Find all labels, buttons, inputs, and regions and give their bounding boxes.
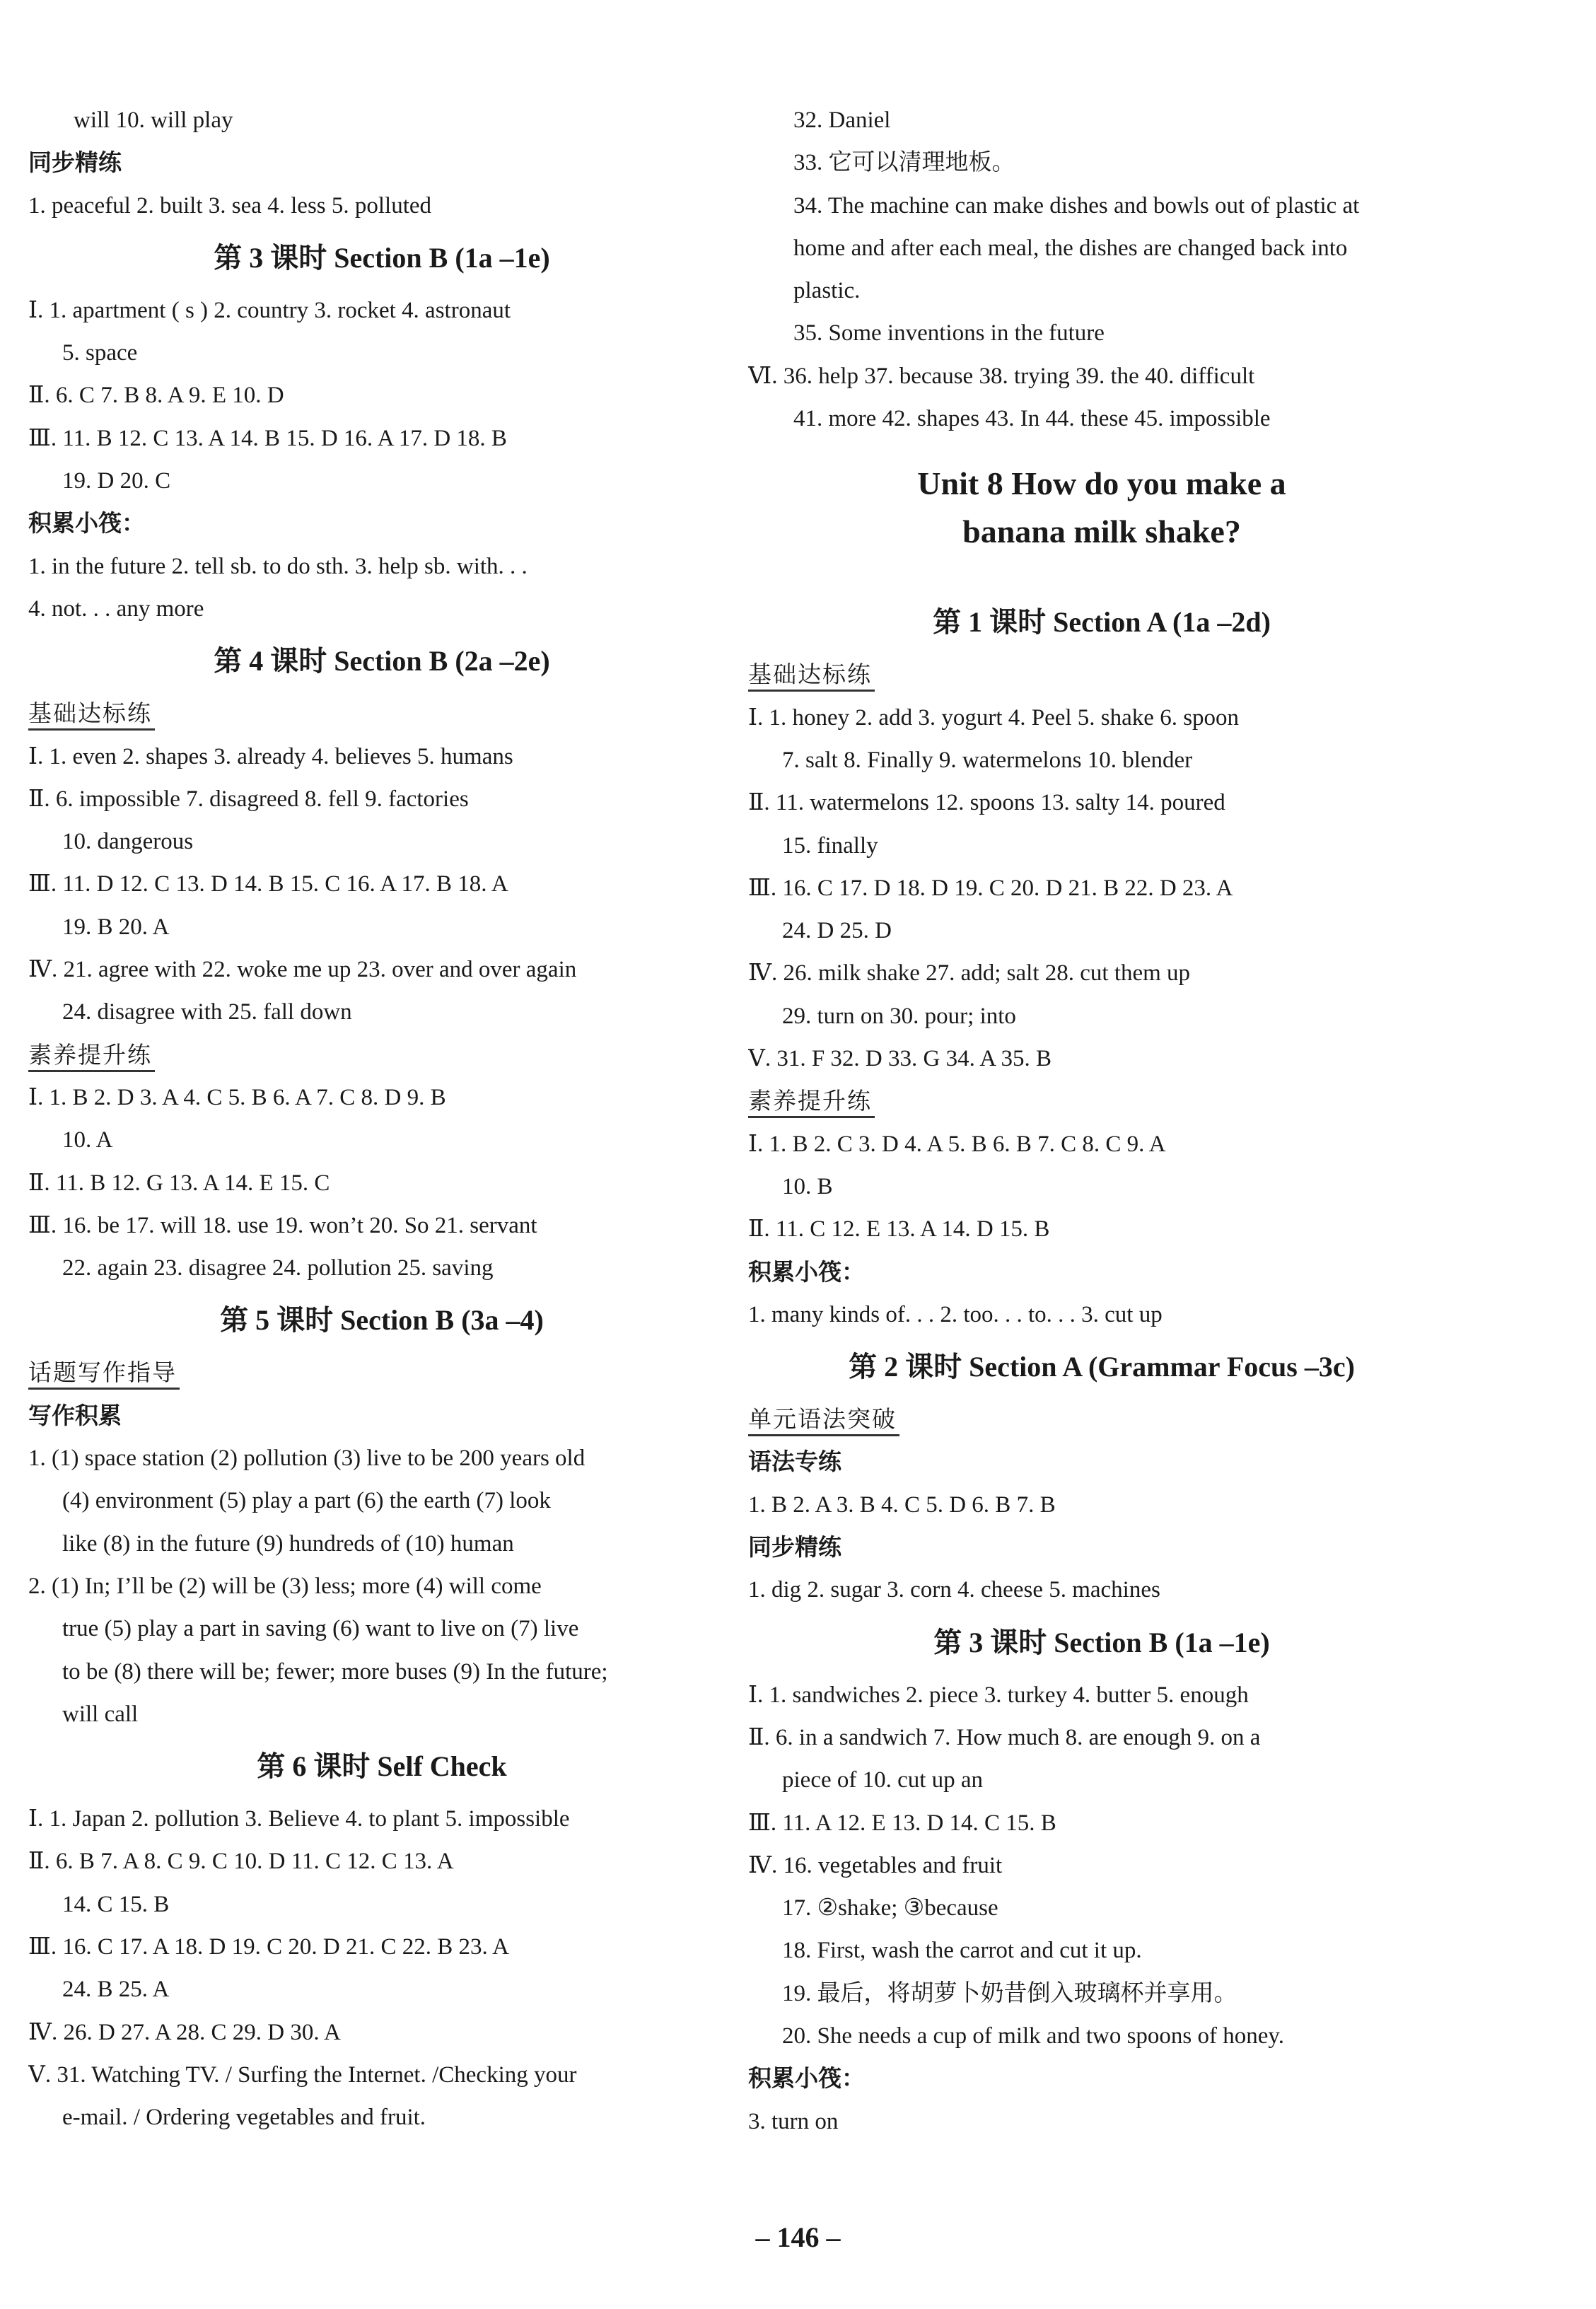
answer-line: will 10. will play [74, 107, 233, 133]
answer-line: Ⅱ. 6. in a sandwich 7. How much 8. are enough 9. on a [748, 1724, 1261, 1750]
answer-line: Ⅲ. 16. C 17. A 18. D 19. C 20. D 21. C 22. B 23. A [28, 1933, 509, 1960]
right-column [748, 99, 1455, 2143]
answer-line: 34. The machine can make dishes and bowls out of plastic at [793, 192, 1360, 219]
answer-line: Ⅱ. 11. watermelons 12. spoons 13. salty 14. poured [748, 790, 1225, 816]
answer-line: 1. peaceful 2. built 3. sea 4. less 5. polluted [28, 192, 432, 219]
lesson-title: 第 1 课时 Section A (1a –2d) [933, 606, 1271, 639]
answer-line: Ⅱ. 6. impossible 7. disagreed 8. fell 9. factories [28, 786, 469, 812]
section-box-heading-text: 单元语法突破 [748, 1405, 899, 1436]
section-box-heading [748, 1080, 1455, 1122]
answer-line: Ⅱ. 11. C 12. E 13. A 14. D 15. B [748, 1216, 1050, 1243]
answer-line: Ⅳ. 16. vegetables and fruit [748, 1852, 1003, 1878]
section-box-heading-text: 话题写作指导 [28, 1359, 180, 1390]
section-box-heading-text: 素养提升练 [748, 1087, 875, 1118]
answer-line: like (8) in the future (9) hundreds of (10) human [62, 1530, 514, 1557]
answer-line: Ⅱ. 11. B 12. G 13. A 14. E 15. C [28, 1170, 330, 1196]
answer-line: e-mail. / Ordering vegetables and fruit. [62, 2105, 426, 2131]
answer-line: Ⅳ. 26. milk shake 27. add; salt 28. cut them up [748, 960, 1191, 987]
answer-line: Ⅴ. 31. Watching TV. / Surfing the Internet. /Checking your [28, 2061, 577, 2088]
answer-line: 32. Daniel [793, 107, 891, 133]
answer-line: 20. She needs a cup of milk and two spoons of honey. [782, 2023, 1284, 2049]
answer-line: 19. 最后，将胡萝卜奶昔倒入玻璃杯并享用。 [782, 1980, 1237, 2006]
answer-line: Ⅱ. 6. C 7. B 8. A 9. E 10. D [28, 383, 284, 409]
answer-line: 1. dig 2. sugar 3. corn 4. cheese 5. machines [748, 1577, 1160, 1603]
answer-line: will call [62, 1701, 139, 1727]
answer-line: Ⅰ. 1. apartment ( s ) 2. country 3. rocket 4. astronaut [28, 297, 511, 323]
sub-heading: 写作积累 [28, 1401, 122, 1429]
unit-title [748, 440, 1455, 591]
lesson-title: 第 5 课时 Section B (3a –4) [220, 1304, 544, 1337]
lesson-title: 第 6 课时 Self Check [257, 1750, 507, 1783]
answer-line: 1. many kinds of. . . 2. too. . . to. . . 3. cut up [748, 1301, 1163, 1327]
answer-line: Ⅰ. 1. Japan 2. pollution 3. Believe 4. to plant 5. impossible [28, 1806, 570, 1832]
answer-line: 35. Some inventions in the future [793, 320, 1105, 347]
answer-line: Ⅰ. 1. B 2. D 3. A 4. C 5. B 6. A 7. C 8. D 9. B [28, 1084, 446, 1110]
answer-line: 22. again 23. disagree 24. pollution 25. saving [62, 1255, 494, 1281]
section-box-heading [28, 692, 735, 735]
answer-line: Ⅱ. 6. B 7. A 8. C 9. C 10. D 11. C 12. C 13. A [28, 1849, 454, 1875]
sub-heading: 积累小筏： [748, 1257, 865, 1286]
answer-line: 10. B [782, 1173, 833, 1199]
answer-line: Ⅲ. 11. A 12. E 13. D 14. C 15. B [748, 1810, 1056, 1836]
answer-line: Ⅳ. 21. agree with 22. woke me up 23. over and over again [28, 957, 577, 983]
answer-line: 1. B 2. A 3. B 4. C 5. D 6. B 7. B [748, 1491, 1056, 1518]
answer-line: 19. B 20. A [62, 914, 170, 940]
answer-line: 24. B 25. A [62, 1977, 170, 2003]
answer-line: Ⅲ. 16. C 17. D 18. D 19. C 20. D 21. B 22. D 23. A [748, 875, 1233, 901]
section-box-heading-text: 基础达标练 [748, 661, 875, 692]
answer-line: Ⅰ. 1. B 2. C 3. D 4. A 5. B 6. B 7. C 8. C 9. A [748, 1131, 1166, 1157]
answer-line: 7. salt 8. Finally 9. watermelons 10. blender [782, 747, 1193, 773]
sub-heading: 同步精练 [748, 1533, 841, 1561]
answer-line: 17. ②shake; ③because [782, 1895, 998, 1921]
page-number: – 146 – [755, 2221, 841, 2253]
answer-line: Ⅲ. 11. B 12. C 13. A 14. B 15. D 16. A 17. D 18. B [28, 425, 507, 451]
answer-line: Ⅲ. 11. D 12. C 13. D 14. B 15. C 16. A 17. B 18. A [28, 871, 508, 897]
answer-line: Ⅳ. 26. D 27. A 28. C 29. D 30. A [28, 2019, 341, 2045]
section-box-heading [748, 653, 1455, 696]
answer-line: 19. D 20. C [62, 468, 171, 494]
answer-line: 33. 它可以清理地板。 [793, 150, 1015, 176]
answer-line: 41. more 42. shapes 43. In 44. these 45. impossible [793, 406, 1271, 432]
answer-line: 14. C 15. B [62, 1891, 170, 1917]
answer-line: Ⅰ. 1. honey 2. add 3. yogurt 4. Peel 5. shake 6. spoon [748, 704, 1240, 731]
answer-line: 3. turn on [748, 2108, 839, 2134]
answer-line: 1. in the future 2. tell sb. to do sth. 3. help sb. with. . . [28, 553, 528, 579]
sub-heading: 语法专练 [748, 1448, 841, 1476]
answer-line: 10. A [62, 1127, 113, 1153]
answer-line: plastic. [793, 278, 861, 304]
lesson-title: 第 3 课时 Section B (1a –1e) [933, 1626, 1270, 1658]
answer-line: 5. space [62, 340, 138, 366]
answer-line: Ⅵ. 36. help 37. because 38. trying 39. the 40. difficult [748, 363, 1255, 389]
unit-title-line1: Unit 8 How do you make a [917, 465, 1286, 502]
answer-line: Ⅲ. 16. be 17. will 18. use 19. won’t 20. So 21. servant [28, 1212, 537, 1238]
sub-heading: 积累小筏： [748, 2064, 865, 2093]
sub-heading: 积累小筏： [28, 509, 145, 537]
answer-line: 2. (1) In; I’ll be (2) will be (3) less; more (4) will come [28, 1573, 542, 1599]
answer-line: true (5) play a part in saving (6) want to live on (7) live [62, 1616, 579, 1642]
answer-line: 24. disagree with 25. fall down [62, 999, 352, 1025]
lesson-title: 第 3 课时 Section B (1a –1e) [214, 241, 550, 274]
answer-line: 10. dangerous [62, 829, 194, 855]
answer-line: Ⅴ. 31. F 32. D 33. G 34. A 35. B [748, 1046, 1052, 1072]
answer-line: 15. finally [782, 832, 878, 859]
lesson-title: 第 2 课时 Section A (Grammar Focus –3c) [849, 1351, 1355, 1383]
section-box-heading-text: 基础达标练 [28, 699, 155, 731]
answer-line: 29. turn on 30. pour; into [782, 1003, 1016, 1029]
unit-title-line2: banana milk shake? [962, 513, 1241, 550]
answer-line: 18. First, wash the carrot and cut it up. [782, 1938, 1142, 1964]
lesson-title: 第 4 课时 Section B (2a –2e) [214, 645, 550, 677]
left-column [28, 99, 735, 2139]
answer-line: 4. not. . . any more [28, 595, 204, 622]
answer-line: piece of 10. cut up an [782, 1767, 984, 1793]
section-box-heading [748, 1398, 1455, 1441]
section-box-heading [28, 1034, 735, 1076]
answer-line: Ⅰ. 1. even 2. shapes 3. already 4. believes 5. humans [28, 743, 513, 769]
answer-line: 24. D 25. D [782, 918, 892, 944]
section-box-heading-text: 素养提升练 [28, 1041, 155, 1072]
section-box-heading [28, 1351, 735, 1394]
answer-line: (4) environment (5) play a part (6) the earth (7) look [62, 1488, 551, 1514]
answer-line: Ⅰ. 1. sandwiches 2. piece 3. turkey 4. butter 5. enough [748, 1682, 1249, 1708]
answer-line: to be (8) there will be; fewer; more buses (9) In the future; [62, 1658, 608, 1685]
answer-line: 1. (1) space station (2) pollution (3) live to be 200 years old [28, 1446, 586, 1472]
answer-line: home and after each meal, the dishes are changed back into [793, 235, 1348, 261]
sub-heading: 同步精练 [28, 149, 122, 177]
